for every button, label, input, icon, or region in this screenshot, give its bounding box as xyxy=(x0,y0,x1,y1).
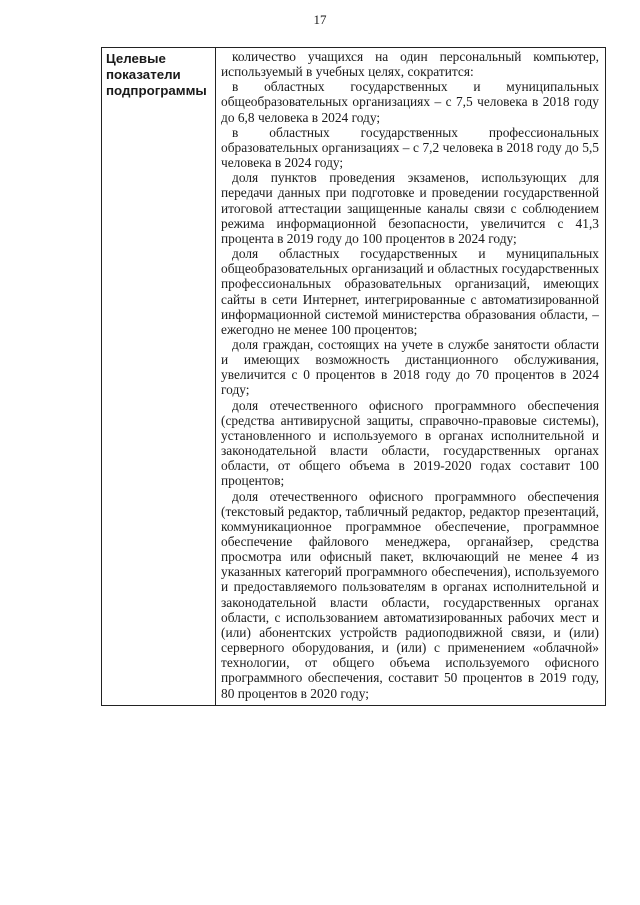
paragraph: количество учащихся на один персональный компьютер, используемый в учебных целях, сократится: xyxy=(221,49,599,80)
paragraph: доля отечественного офисного программного обеспечения (средства антивирусной защиты, справочно-правовые системы), установленного и используемого в органах исполнительной и законодательной власти области, государственных органах области, от общего объема в 2019-2020 годах составит 100 процентов; xyxy=(221,397,599,489)
paragraph: в областных государственных профессиональных образовательных организациях – с 7,2 человека в 2018 году до 5,5 человека в 2024 году; xyxy=(221,124,599,171)
document-table xyxy=(101,47,606,706)
paragraph: доля отечественного офисного программного обеспечения (текстовый редактор, табличный редактор, редактор презентаций, коммуникационное программное обеспечение, программное обеспечение файлового менеджера, органайзер, средства просмотра или офисный пакет, включающий не менее 4 из указанных категорий программного обеспечения), используемого и предоставляемого пользователям в органах исполнительной и законодательной власти области, государственных органах области, с использованием автоматизированных рабочих мест и (или) абонентских устройств радиоподвижной связи, и (или) серверного оборудования, и (или) с применением «облачной» технологии, от общего объема используемого офисного программного обеспечения, составит 50 процентов в 2019 году, 80 процентов в 2020 году; xyxy=(221,488,599,701)
paragraph: доля граждан, состоящих на учете в службе занятости области и имеющих возможность дистанционного обслуживания, увеличится с 0 процентов в 2018 году до 70 процентов в 2024 году; xyxy=(221,336,599,398)
row-label: Целевые показатели подпрограммы xyxy=(106,51,207,98)
content-cell xyxy=(216,48,606,706)
paragraph: доля областных государственных и муниципальных общеобразовательных организаций и областных государственных профессиональных образовательных организаций, имеющих сайты в сети Интернет, интегрированные с автоматизированной информационной системой министерства образования области, – ежегодно не менее 100 процентов; xyxy=(221,246,599,337)
table-row xyxy=(102,48,606,706)
page-number: 17 xyxy=(313,12,327,27)
label-cell xyxy=(102,48,216,706)
paragraph: в областных государственных и муниципальных общеобразовательных организациях – с 7,5 человека в 2018 году до 6,8 человека в 2024 году; xyxy=(221,79,599,125)
paragraph: доля пунктов проведения экзаменов, использующих для передачи данных при подготовке и проведении государственной итоговой аттестации защищенные каналы связи с соблюдением режима информационной безопасности, увеличится с 41,3 процента в 2019 году до 100 процентов в 2024 году; xyxy=(221,170,599,246)
